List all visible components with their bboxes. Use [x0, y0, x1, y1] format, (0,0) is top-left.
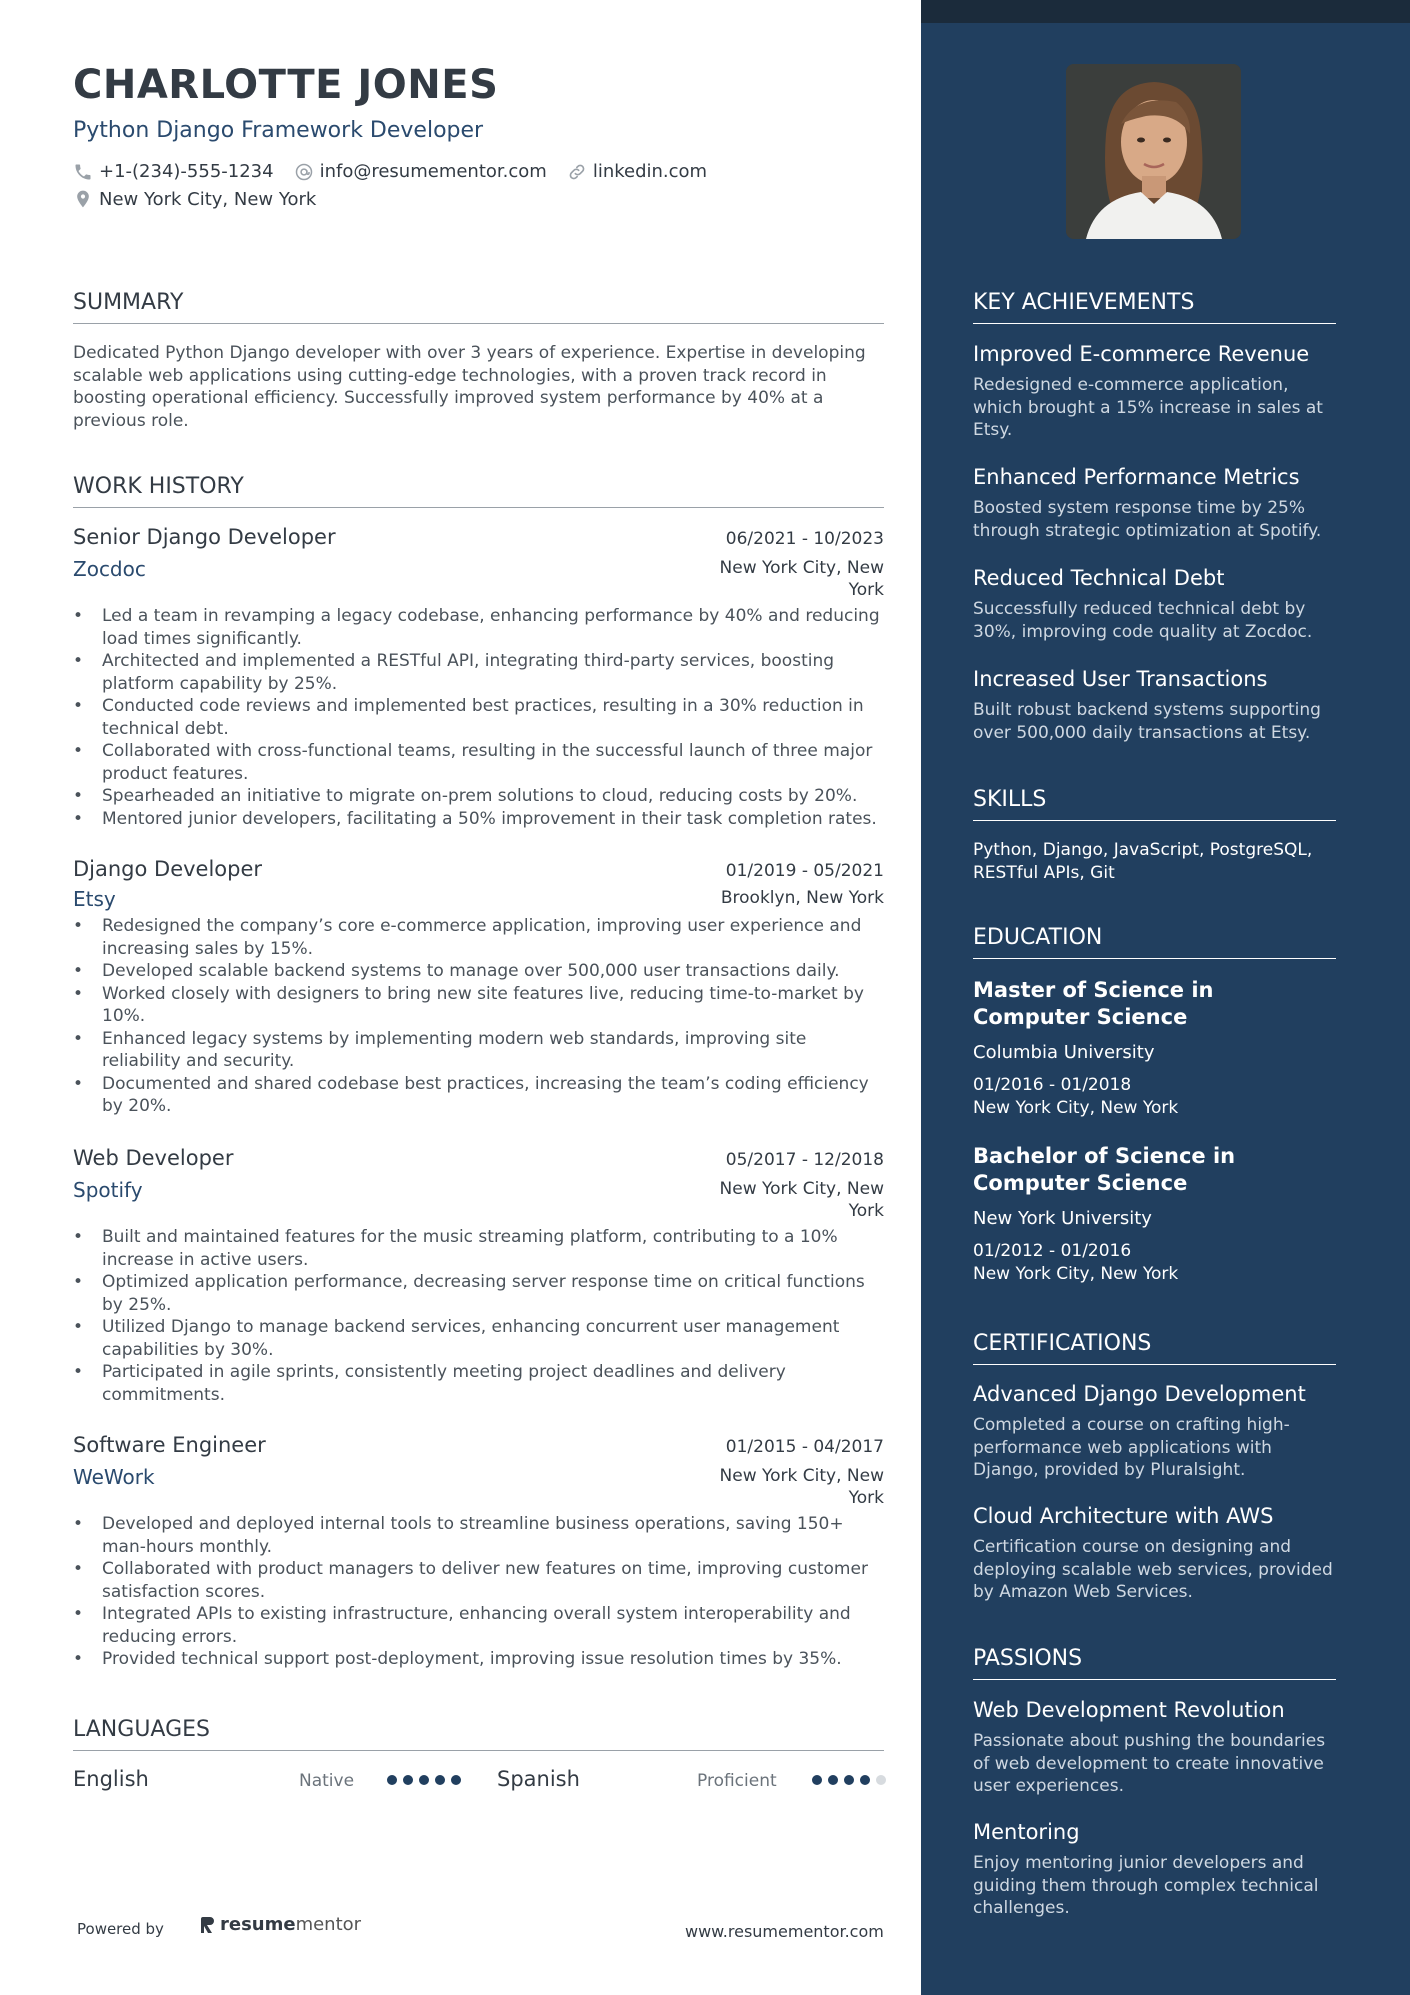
language-level: Native: [299, 1771, 355, 1791]
job-bullet: • Collaborated with cross-functional teams, resulting in the successful launch of three major product features.: [73, 740, 884, 785]
certification-text: Completed a course on crafting high-performance web applications with Django, provided by Pluralsight.: [973, 1415, 1290, 1480]
summary-heading: SUMMARY: [73, 290, 884, 324]
education-heading: EDUCATION: [973, 925, 1336, 959]
job-bullet: • Documented and shared codebase best practices, increasing the team’s coding efficiency by 20%.: [73, 1073, 884, 1118]
certifications-heading: CERTIFICATIONS: [973, 1331, 1336, 1365]
rating-dot-filled: [844, 1775, 854, 1785]
passion-text: Enjoy mentoring junior developers and guiding them through complex technical challenges.: [973, 1853, 1319, 1918]
rating-dot-filled: [860, 1775, 870, 1785]
job-bullet: • Provided technical support post-deployment, improving issue resolution times by 35%.: [73, 1648, 884, 1671]
location-item: [73, 188, 316, 210]
achievement-text: Boosted system response time by 25% through strategic optimization at Spotify.: [973, 498, 1322, 541]
passion-title: Web Development Revolution: [973, 1698, 1285, 1722]
job-company: WeWork: [73, 1465, 155, 1489]
job-bullet: • Collaborated with product managers to deliver new features on time, improving customer satisfaction scores.: [73, 1558, 884, 1603]
email-item[interactable]: [294, 161, 547, 182]
location-text: New York City, New York: [99, 188, 317, 210]
resumementor-logo-icon: [200, 1915, 216, 1935]
job-bullet: • Redesigned the company’s core e-commerce application, improving user experience and increasing sales by 15%.: [73, 915, 884, 960]
job-bullet: • Enhanced legacy systems by implementing modern web standards, improving site reliability and security.: [73, 1028, 884, 1073]
rating-dot-filled: [828, 1775, 838, 1785]
location-pin-icon: [73, 188, 93, 210]
linkedin-text[interactable]: linkedin.com: [592, 161, 708, 182]
linkedin-item[interactable]: [567, 161, 707, 182]
achievement-text: Redesigned e-commerce application, which brought a 15% increase in sales at Etsy.: [973, 375, 1323, 440]
achievements-heading: KEY ACHIEVEMENTS: [973, 290, 1336, 324]
languages-row: [73, 1767, 884, 1797]
skills-list: [973, 839, 1336, 884]
achievement-title: Reduced Technical Debt: [973, 566, 1225, 590]
job-entry: [73, 1433, 884, 1671]
summary-text: Dedicated Python Django developer with over 3 years of experience. Expertise in developing scalable web applications using cutting-edge technologies, with a proven track record in boosting operational efficiency. Successfully improved system performance by 40% at a previous role.: [73, 343, 866, 431]
sidebar-top-bar: [921, 0, 1410, 23]
logo-text-bold: resume: [220, 1914, 296, 1935]
certification-title: Cloud Architecture with AWS: [973, 1504, 1274, 1528]
link-icon: [567, 162, 587, 182]
at-icon: [294, 162, 314, 182]
language-rating: [812, 1775, 892, 1785]
education-location: New York City, New York: [973, 1263, 1179, 1284]
job-bullet: • Developed scalable backend systems to manage over 500,000 user transactions daily.: [73, 960, 884, 983]
rating-dot-filled: [387, 1775, 397, 1785]
passion-text: Passionate about pushing the boundaries of web development to create innovative user experiences.: [973, 1731, 1326, 1796]
job-bullets: [73, 1226, 884, 1406]
achievement-title: Enhanced Performance Metrics: [973, 465, 1300, 489]
job-company: Etsy: [73, 887, 116, 911]
skills-text: Python, Django, JavaScript, PostgreSQL, RESTful APIs, Git: [973, 840, 1313, 883]
language-item: [73, 1767, 149, 1791]
phone-icon: [73, 162, 93, 182]
phone-text: +1-(234)-555-1234: [99, 161, 274, 182]
rating-dot-filled: [419, 1775, 429, 1785]
languages-heading: LANGUAGES: [73, 1717, 884, 1751]
job-company: Spotify: [73, 1178, 143, 1202]
candidate-title: Python Django Framework Developer: [73, 118, 484, 143]
profile-photo: [1066, 64, 1241, 239]
education-dates: 01/2016 - 01/2018: [973, 1075, 1132, 1095]
rating-dot-filled: [812, 1775, 822, 1785]
language-level: Proficient: [697, 1771, 777, 1791]
certification-item: [973, 1382, 1336, 1482]
powered-by-label: Powered by: [77, 1920, 164, 1938]
job-title: Software Engineer: [73, 1433, 266, 1457]
job-bullet: • Architected and implemented a RESTful API, integrating third-party services, boosting platform capability by 25%.: [73, 650, 884, 695]
job-bullet: • Participated in agile sprints, consistently meeting project deadlines and delivery commitments.: [73, 1361, 884, 1406]
job-bullet: • Utilized Django to manage backend services, enhancing concurrent user management capabilities by 30%.: [73, 1316, 884, 1361]
job-dates: 01/2015 - 04/2017: [725, 1437, 884, 1457]
achievement-title: Improved E-commerce Revenue: [973, 342, 1310, 366]
certification-item: [973, 1504, 1336, 1604]
logo-text-light: mentor: [295, 1914, 362, 1935]
location-row: [73, 188, 336, 210]
language-name: Spanish: [497, 1767, 580, 1791]
passion-title: Mentoring: [973, 1820, 1080, 1844]
achievement-item: [973, 465, 1336, 542]
rating-dot-filled: [451, 1775, 461, 1785]
job-location: New York City, New York: [719, 558, 884, 600]
job-bullet: • Mentored junior developers, facilitating a 50% improvement in their task completion rates.: [73, 808, 884, 831]
job-bullet: • Developed and deployed internal tools to streamline business operations, saving 150+ man-hours monthly.: [73, 1513, 884, 1558]
job-bullet: • Integrated APIs to existing infrastructure, enhancing overall system interoperability and reducing errors.: [73, 1603, 884, 1648]
profile-photo-image: [1066, 64, 1241, 239]
resumementor-logo[interactable]: [200, 1914, 361, 1935]
rating-dot-empty: [876, 1775, 886, 1785]
achievement-item: [973, 667, 1336, 744]
passions-heading: PASSIONS: [973, 1646, 1336, 1680]
certification-text: Certification course on designing and deploying scalable web services, provided by Amazon Web Services.: [973, 1537, 1333, 1602]
skills-heading: SKILLS: [973, 787, 1336, 821]
education-school: New York University: [973, 1208, 1152, 1229]
job-title: Django Developer: [73, 857, 263, 881]
certification-title: Advanced Django Development: [973, 1382, 1306, 1406]
job-title: Web Developer: [73, 1146, 234, 1170]
education-dates: 01/2012 - 01/2016: [973, 1241, 1132, 1261]
education-item: [973, 977, 1336, 1119]
job-dates: 01/2019 - 05/2021: [725, 861, 884, 881]
language-rating: [387, 1775, 467, 1785]
job-bullet: • Led a team in revamping a legacy codebase, enhancing performance by 40% and reducing load times significantly.: [73, 605, 884, 650]
achievement-text: Built robust backend systems supporting over 500,000 daily transactions at Etsy.: [973, 700, 1321, 743]
education-degree: Master of Science in Computer Science: [973, 978, 1214, 1029]
phone-item: [73, 161, 274, 182]
achievement-title: Increased User Transactions: [973, 667, 1268, 691]
job-bullets: [73, 915, 884, 1118]
job-entry: [73, 857, 884, 1118]
job-dates: 06/2021 - 10/2023: [725, 529, 884, 549]
work-history-heading: WORK HISTORY: [73, 474, 884, 508]
passion-item: [973, 1820, 1336, 1920]
education-item: [973, 1143, 1336, 1285]
job-bullet: • Worked closely with designers to bring new site features live, reducing time-to-market by 10%.: [73, 983, 884, 1028]
job-dates: 05/2017 - 12/2018: [725, 1150, 884, 1170]
rating-dot-filled: [403, 1775, 413, 1785]
job-bullets: [73, 1513, 884, 1671]
education-school: Columbia University: [973, 1042, 1155, 1063]
education-degree: Bachelor of Science in Computer Science: [973, 1144, 1236, 1195]
job-location: New York City, New York: [719, 1179, 884, 1221]
job-title: Senior Django Developer: [73, 525, 336, 549]
job-location: Brooklyn, New York: [720, 888, 884, 908]
passion-item: [973, 1698, 1336, 1798]
candidate-name: CHARLOTTE JONES: [73, 62, 499, 108]
job-entry: [73, 1146, 884, 1406]
email-text[interactable]: info@resumementor.com: [319, 161, 547, 182]
education-location: New York City, New York: [973, 1097, 1179, 1118]
job-bullet: • Built and maintained features for the music streaming platform, contributing to a 10% increase in active users.: [73, 1226, 884, 1271]
job-bullet: • Optimized application performance, decreasing server response time on critical functions by 25%.: [73, 1271, 884, 1316]
job-bullet: • Spearheaded an initiative to migrate on-prem solutions to cloud, reducing costs by 20%.: [73, 785, 884, 808]
job-location: New York City, New York: [719, 1466, 884, 1508]
rating-dot-filled: [435, 1775, 445, 1785]
job-company: Zocdoc: [73, 557, 146, 581]
contact-row: [73, 161, 727, 182]
footer-url[interactable]: www.resumementor.com: [685, 1922, 884, 1941]
achievement-item: [973, 342, 1336, 442]
language-name: English: [73, 1767, 149, 1791]
job-bullets: [73, 605, 884, 830]
job-bullet: • Conducted code reviews and implemented best practices, resulting in a 30% reduction in technical debt.: [73, 695, 884, 740]
achievement-item: [973, 566, 1336, 643]
achievement-text: Successfully reduced technical debt by 30%, improving code quality at Zocdoc.: [973, 599, 1313, 642]
language-item: [497, 1767, 580, 1791]
job-entry: [73, 525, 884, 830]
